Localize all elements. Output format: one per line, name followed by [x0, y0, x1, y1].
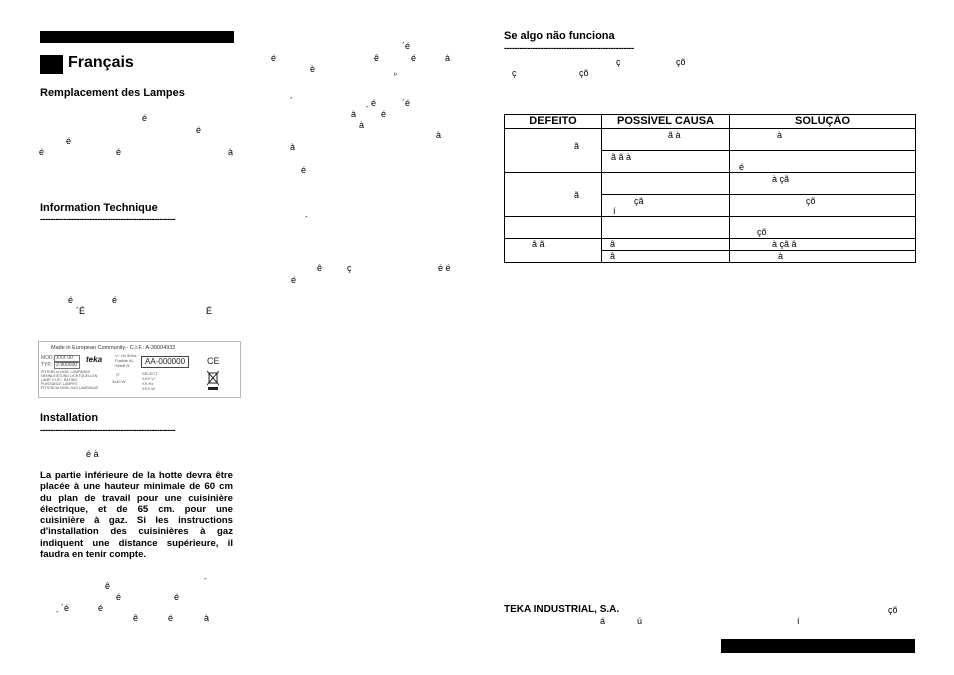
table-cell-solution: çõ	[730, 217, 916, 239]
footer-company-name: TEKA INDUSTRIAL, S.A.	[504, 604, 620, 615]
table-cell-solution: é	[730, 151, 916, 173]
text-fragment: é	[174, 592, 180, 602]
plate-watt: 3x40 W	[112, 379, 126, 384]
plate-made-in: Made in European Community.- C.I.F.: A-39004932	[51, 345, 176, 351]
plate-mod-value: XXX 00	[54, 355, 80, 362]
text-fragment: ´é	[61, 603, 70, 613]
text-fragment: ´	[366, 105, 369, 115]
text-fragment: ç	[512, 68, 517, 78]
text-fragment: ´é	[402, 98, 411, 108]
plate-serial: Serial N°	[115, 363, 131, 368]
table-cell-defect: ã	[505, 129, 602, 173]
table-cell-cause: ã ã à	[602, 151, 730, 173]
text-fragment: à	[445, 53, 451, 63]
text-fragment: é	[301, 165, 307, 175]
text-fragment: á	[600, 616, 606, 626]
text-fragment: ê	[105, 581, 111, 591]
language-title: Français	[68, 54, 134, 71]
text-fragment: é	[98, 603, 104, 613]
table-cell-defect: â ã	[505, 239, 602, 263]
plate-typ-label: TYP.	[41, 362, 52, 368]
plate-select: XXX V~	[142, 376, 157, 381]
section-title-tech: Information Technique	[40, 202, 158, 214]
plate-aa-code: AA-000000	[141, 356, 189, 368]
text-fragment: ê	[133, 613, 139, 623]
text-fragment: ´	[204, 577, 207, 587]
text-fragment: à	[290, 142, 296, 152]
section-title-lamps: Remplacement des Lampes	[40, 87, 185, 99]
weee-bin-icon	[207, 371, 219, 391]
header-defeito: DEFEITO	[505, 115, 602, 129]
text-fragment: ´é	[402, 41, 411, 51]
table-cell-solution: à çã	[730, 173, 916, 195]
text-fragment: é	[116, 147, 122, 157]
section-title-install: Installation	[40, 412, 99, 424]
table-cell-cause	[602, 217, 730, 239]
text-fragment: é	[411, 53, 417, 63]
text-fragment: é	[291, 275, 297, 285]
section-rule: ----------------------------------------------------	[40, 425, 176, 435]
text-fragment: é	[66, 136, 72, 146]
text-fragment: ê	[317, 263, 323, 273]
text-fragment: é	[112, 295, 118, 305]
top-bar-end-mark	[233, 31, 234, 43]
ce-mark-icon: CE	[207, 356, 220, 366]
text-fragment: à	[351, 109, 357, 119]
table-cell-cause: çã í	[602, 195, 730, 217]
plate-spec-line: PUISSANCE LAMPES	[41, 382, 78, 386]
table-cell-solution: à çã â	[730, 239, 916, 251]
table-cell-cause: â	[602, 251, 730, 263]
text-fragment: é	[196, 125, 202, 135]
plate-select: XXX W	[142, 386, 155, 391]
plate-select: SELECT.	[142, 371, 159, 376]
text-fragment: ´É	[76, 306, 85, 316]
text-fragment: É	[206, 306, 213, 316]
text-fragment: ´	[56, 610, 59, 620]
header-causa: POSSÍVEL CAUSA	[602, 115, 730, 129]
section-rule: --------------------------------------------------	[504, 43, 634, 53]
table-cell-cause	[602, 173, 730, 195]
table-cell-solution: çõ	[730, 195, 916, 217]
text-fragment: çõ	[676, 57, 686, 67]
text-fragment: à	[359, 120, 365, 130]
bottom-black-bar	[721, 639, 915, 653]
plate-fuse: Fusible AL	[115, 358, 134, 363]
plate-spec-line: NENNLEISTUNG LICHTQUELLEN	[41, 374, 98, 378]
section-title-troubleshoot: Se algo não funciona	[504, 30, 615, 42]
text-fragment: çõ	[888, 605, 898, 615]
text-fragment: ´	[305, 215, 308, 225]
text-fragment: é	[68, 295, 74, 305]
lamp-bulb-icon: ☼	[115, 372, 121, 378]
table-cell-defect	[505, 217, 602, 239]
plate-spec-line: LAMP. ELEC. RATING	[41, 378, 78, 382]
text-fragment: é à	[86, 449, 99, 459]
text-fragment: à	[228, 147, 234, 157]
text-fragment: ê	[374, 53, 380, 63]
language-box-icon	[40, 55, 63, 74]
text-fragment: ´	[290, 96, 293, 106]
plate-brand-logo: teka	[86, 355, 103, 364]
install-height-paragraph: La partie inférieure de la hotte devra être placée à une hauteur minimale de 60 cm du plan de travail pour une cuisinière électrique, et de 65 cm. pour une cuisinière à gaz. Si les instructions d'installation des cuisinières à gaz indiquent une distance supérieure, il faudra en tenir compte.	[40, 470, 233, 561]
table-cell-cause: â	[602, 239, 730, 251]
rating-label-plate	[38, 341, 241, 398]
plate-mod-label: MOD.	[41, 355, 55, 361]
text-fragment: à	[436, 130, 442, 140]
text-fragment: é	[168, 613, 174, 623]
text-fragment: í	[797, 616, 800, 626]
header-solucao: SOLUÇÃO	[730, 115, 916, 129]
text-fragment: é é	[438, 263, 451, 273]
text-fragment: é	[39, 147, 45, 157]
plate-voltage: V~ Hz 50Hz	[115, 353, 137, 358]
text-fragment: ç	[347, 263, 352, 273]
plate-select: XX Hz	[142, 381, 154, 386]
text-fragment: é	[142, 113, 148, 123]
plate-typ-value: 2-900000	[54, 362, 80, 369]
fault-table	[504, 114, 916, 263]
table-cell-solution: à	[730, 129, 916, 151]
text-fragment: à	[204, 613, 210, 623]
top-black-bar	[40, 31, 233, 43]
plate-spec-line: POTENCIA NOM. DAS LAMPADAS	[41, 386, 99, 390]
text-fragment: é	[381, 109, 387, 119]
text-fragment: ç	[616, 57, 621, 67]
text-fragment: é	[116, 592, 122, 602]
text-fragment: é	[271, 53, 277, 63]
table-cell-solution: à	[730, 251, 916, 263]
section-rule: ----------------------------------------------------	[40, 214, 176, 224]
plate-spec-line: POTENCIA NOM. LAMPARAS	[41, 370, 90, 374]
text-fragment: º	[394, 73, 397, 80]
table-cell-defect: ã	[505, 173, 602, 217]
text-fragment: ú	[637, 616, 643, 626]
table-cell-cause: ã à	[602, 129, 730, 151]
text-fragment: è	[310, 64, 316, 74]
text-fragment: é	[371, 98, 377, 108]
text-fragment: çõ	[579, 68, 589, 78]
